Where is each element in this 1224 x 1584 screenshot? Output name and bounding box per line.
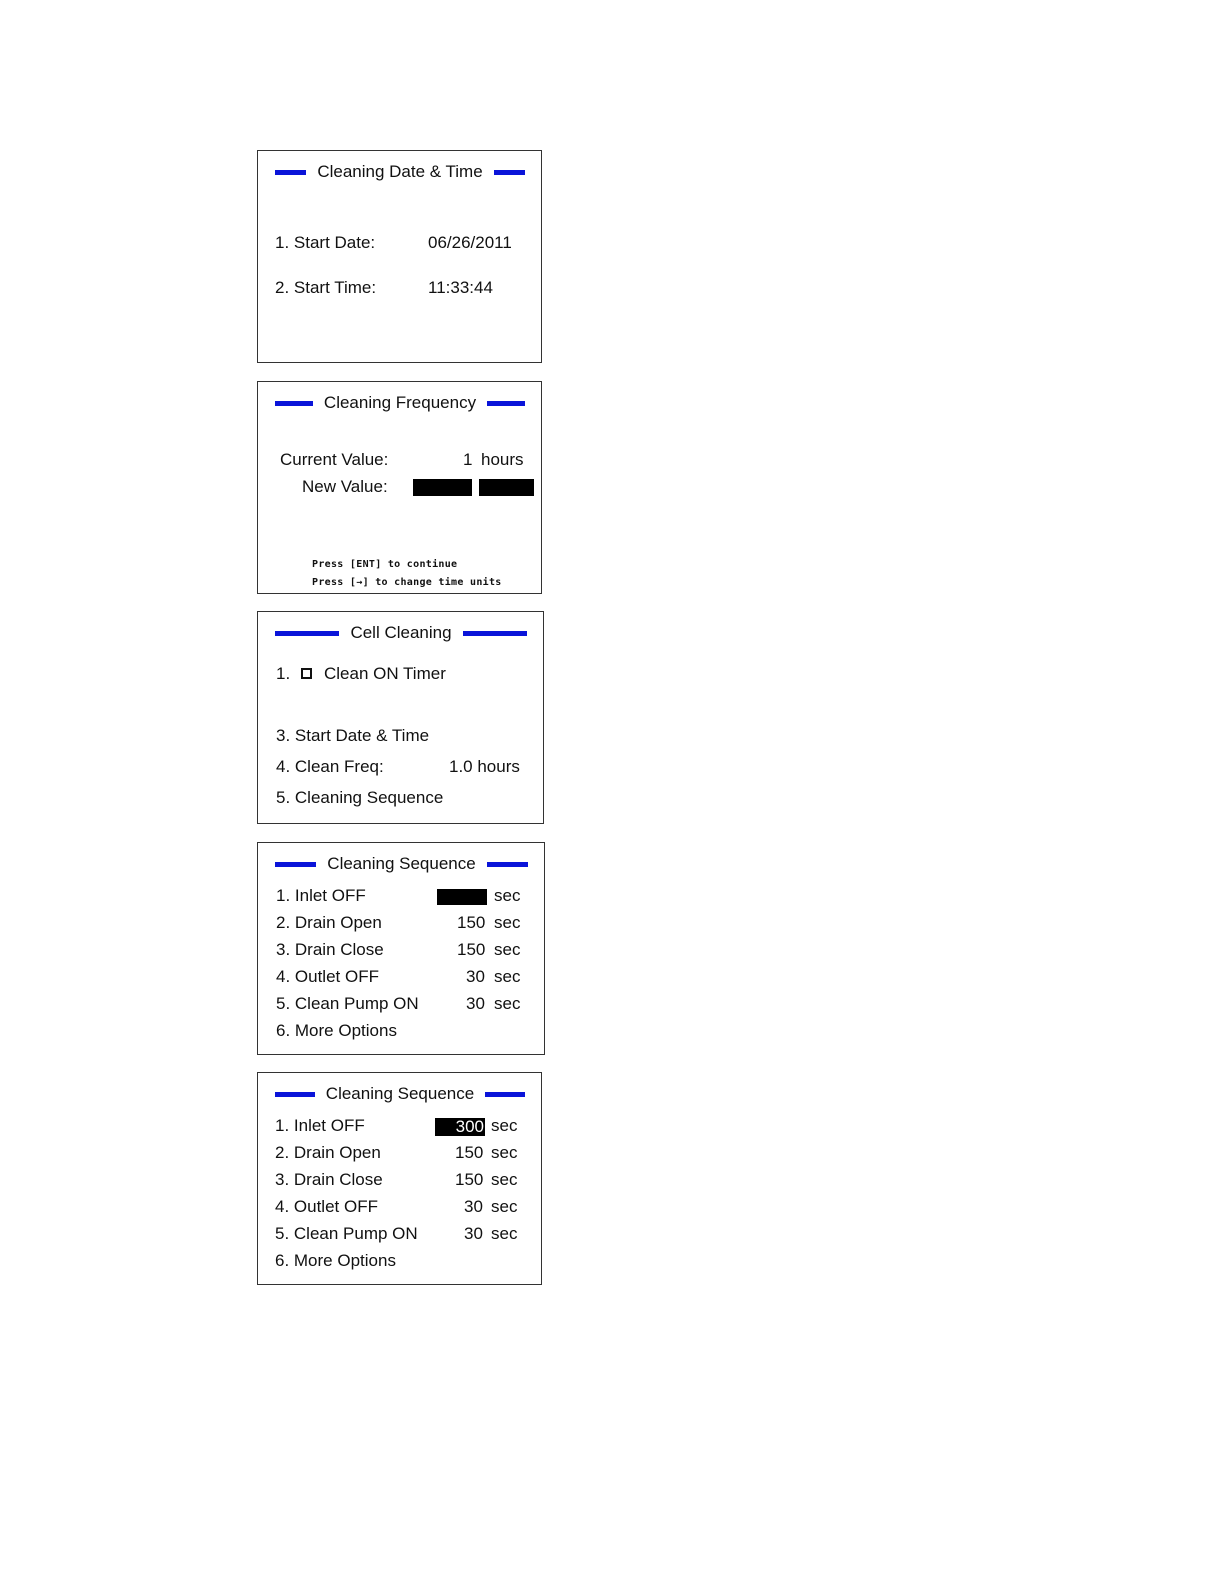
seq-row-label[interactable]: 4. Outlet OFF bbox=[276, 967, 379, 986]
seq-row-value: 30 bbox=[466, 967, 485, 986]
title-bar-right bbox=[485, 1092, 525, 1097]
seq-row-value: 150 bbox=[457, 913, 486, 932]
current-value: 1 bbox=[463, 450, 473, 469]
start-time-label[interactable]: 2. Start Time: bbox=[275, 278, 377, 297]
clean-on-timer-label[interactable]: Clean ON Timer bbox=[324, 664, 446, 683]
seq-row-unit: sec bbox=[491, 1170, 518, 1189]
title-bar bbox=[275, 161, 525, 183]
title-bar-left bbox=[275, 170, 306, 175]
title-bar-right bbox=[487, 862, 528, 867]
seq-row-label[interactable]: 1. Inlet OFF bbox=[275, 1116, 365, 1135]
screen-cleaning-sequence-edit bbox=[257, 842, 545, 1055]
title-bar-right bbox=[494, 170, 525, 175]
seq-row-label[interactable]: 2. Drain Open bbox=[276, 913, 382, 932]
title-bar bbox=[275, 853, 528, 875]
title-bar bbox=[275, 1083, 525, 1105]
seq-row-value: 30 bbox=[464, 1197, 483, 1216]
seq-row-value: 150 bbox=[457, 940, 486, 959]
seq-row-unit: sec bbox=[494, 994, 521, 1013]
start-time-value: 11:33:44 bbox=[428, 278, 493, 297]
current-value-unit: hours bbox=[481, 450, 524, 469]
screen-cleaning-date-time bbox=[257, 150, 542, 363]
seq-row-label[interactable]: 5. Clean Pump ON bbox=[276, 994, 419, 1013]
inlet-off-value-highlighted[interactable]: 300 bbox=[435, 1118, 485, 1136]
seq-row-label[interactable]: 3. Drain Close bbox=[276, 940, 384, 959]
screen-cleaning-sequence-entered bbox=[257, 1072, 542, 1285]
menu-start-date-time[interactable]: 3. Start Date & Time bbox=[276, 726, 430, 745]
screen-cleaning-frequency bbox=[257, 381, 542, 594]
screen-title: Cleaning Sequence bbox=[325, 1084, 475, 1103]
title-bar-left bbox=[275, 862, 316, 867]
menu-clean-freq-value: 1.0 hours bbox=[449, 757, 520, 776]
title-bar-right bbox=[463, 631, 527, 636]
title-bar-left bbox=[275, 631, 339, 636]
hint-change-units: Press [→] to change time units bbox=[312, 577, 502, 588]
seq-row-value: 30 bbox=[464, 1224, 483, 1243]
more-options[interactable]: 6. More Options bbox=[275, 1251, 396, 1270]
title-bar-left bbox=[275, 401, 313, 406]
more-options[interactable]: 6. More Options bbox=[276, 1021, 397, 1040]
menu-cleaning-sequence[interactable]: 5. Cleaning Sequence bbox=[276, 788, 444, 807]
title-bar bbox=[275, 392, 525, 414]
start-date-label[interactable]: 1. Start Date: bbox=[275, 233, 376, 252]
item-1-number: 1. bbox=[276, 664, 291, 683]
title-bar-right bbox=[487, 401, 525, 406]
time-unit-input[interactable] bbox=[479, 479, 534, 496]
hint-continue: Press [ENT] to continue bbox=[312, 559, 458, 570]
clean-on-timer-checkbox[interactable] bbox=[301, 668, 312, 679]
seq-row-unit: sec bbox=[494, 886, 521, 905]
seq-row-unit: sec bbox=[491, 1197, 518, 1216]
seq-row-label[interactable]: 1. Inlet OFF bbox=[276, 886, 366, 905]
screen-cell-cleaning bbox=[257, 611, 544, 824]
screen-title: Cleaning Date & Time bbox=[317, 162, 483, 181]
screen-title: Cell Cleaning bbox=[350, 623, 452, 642]
menu-clean-freq-label[interactable]: 4. Clean Freq: bbox=[276, 757, 384, 776]
seq-row-label[interactable]: 3. Drain Close bbox=[275, 1170, 383, 1189]
seq-row-unit: sec bbox=[494, 940, 521, 959]
title-bar-left bbox=[275, 1092, 315, 1097]
seq-row-unit: sec bbox=[494, 967, 521, 986]
screen-title: Cleaning Frequency bbox=[323, 393, 477, 412]
seq-row-value: 150 bbox=[455, 1170, 484, 1189]
seq-row-unit: sec bbox=[491, 1143, 518, 1162]
title-bar bbox=[275, 622, 527, 644]
screen-title: Cleaning Sequence bbox=[327, 854, 476, 873]
inlet-off-input[interactable] bbox=[437, 889, 487, 905]
seq-row-unit: sec bbox=[494, 913, 521, 932]
seq-row-label[interactable]: 5. Clean Pump ON bbox=[275, 1224, 418, 1243]
seq-row-value: 30 bbox=[466, 994, 485, 1013]
start-date-value: 06/26/2011 bbox=[428, 233, 512, 252]
current-value-label: Current Value: bbox=[280, 450, 389, 469]
seq-row-label[interactable]: 4. Outlet OFF bbox=[275, 1197, 378, 1216]
seq-row-unit: sec bbox=[491, 1116, 518, 1135]
seq-row-value: 150 bbox=[455, 1143, 484, 1162]
seq-row-label[interactable]: 2. Drain Open bbox=[275, 1143, 381, 1162]
new-value-input[interactable] bbox=[413, 479, 472, 496]
seq-row-unit: sec bbox=[491, 1224, 518, 1243]
new-value-label: New Value: bbox=[302, 477, 388, 496]
